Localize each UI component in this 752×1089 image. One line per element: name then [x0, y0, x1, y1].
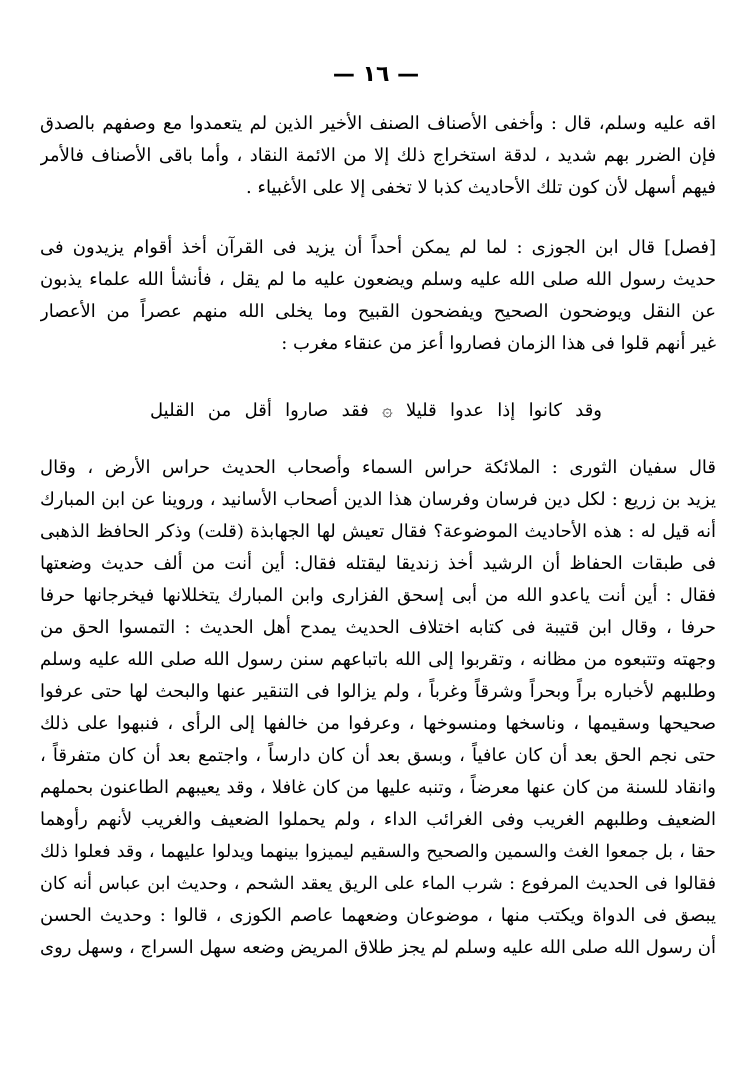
text-line: أنه قيل له : هذه الأحاديث الموضوعة؟ فقال تعيش لها الجهابذة (قلت) وذكر الحافظ الذهبى: [40, 521, 716, 542]
text-line: حتى نجم الحق بعد أن كان عافياً ، وبسق بعد أن كان دارساً ، واجتمع بعد أن كان متفرقاً ،: [40, 745, 716, 766]
page-number: — ١٦ —: [332, 62, 420, 87]
text-line: فى طبقات الحفاظ أن الرشيد أخذ زنديقا ليقتله فقال: أين أنت من ألف حديث وضعتها: [40, 553, 716, 574]
text-line: حقا ، بل جمعوا الغث والسمين والصحيح والسقيم ليميزوا بينهما ويدلوا عليهما ، وقد فعلوا ذلك: [40, 842, 716, 862]
text-line: يزيد بن زريع : لكل دين فرسان وفرسان هذا الدين أصحاب الأسانيد ، وروينا عن ابن المبارك: [40, 489, 716, 510]
text-line: [فصل] قال ابن الجوزى : لما لم يمكن أحداً أن يزيد فى القرآن أخذ أقوام يزيدون فى: [40, 237, 716, 258]
text-line: يبصق فى الدواة ويكتب منها ، موضوعان وضعهما عاصم الكوزى ، قالوا : وحديث الحسن: [40, 905, 716, 926]
paragraph-2: [40, 232, 716, 360]
text-line: اقه عليه وسلم، قال : وأخفى الأصناف الصنف الأخير الذين لم يتعمدوا مع وصفهم بالصدق: [40, 113, 716, 134]
text-line: وجهته وتتبعوه من مظانه ، وتقربوا إلى الله باتباعهم سنن رسول الله صلى الله عليه وسلم: [40, 649, 716, 670]
text-line: الضعيف وطلبهم الغريب وفى الغرائب الداء ، ولم يحملوا الضعيف والغريب لأنهم رأوهما: [40, 809, 716, 830]
paragraph-3: [40, 452, 716, 964]
text-line: وانقاد للسنة من كان عنها معرضاً ، وتنبه عليها من كان غافلا ، وقد يعيبهم الطاعنون بحملهم: [40, 777, 716, 798]
text-line: حديث رسول الله صلى الله عليه وسلم ويضعون عليه ما لم يقل ، فأنشأ الله علماء يذبون: [40, 269, 716, 290]
text-line: قال سفيان الثورى : الملائكة حراس السماء وأصحاب الحديث حراس الأرض ، وقال: [40, 457, 716, 478]
poetry-verse: وقد كانوا إذا عدوا قليلا ۞ فقد صاروا أقل من القليل: [150, 400, 602, 421]
text-line: غير أنهم قلوا فى هذا الزمان فصاروا أعز من عنقاء مغرب :: [281, 333, 716, 354]
text-line: أن رسول الله صلى الله عليه وسلم لم يجز طلاق المريض وضعه سهل السراج ، وسهل روى: [40, 937, 716, 958]
paragraph-1: [40, 108, 716, 204]
text-line: فقالوا فى الحديث المرفوع : شرب الماء على الريق يعقد الشحم ، وحديث ابن عباس أنه كان: [40, 874, 716, 894]
text-line: فقال : أين أنت ياعدو الله من أبى إسحق الفزارى وابن المبارك يتخللانها فيخرجانها حرفا: [40, 585, 716, 606]
text-line: فإن الضرر بهم شديد ، لدقة استخراج ذلك إلا من الائمة النقاد ، وأما باقى الأصناف فالأمر: [40, 145, 716, 166]
text-line: عن النقل ويوضحون الصحيح ويفضحون القبيح وما يخلى الله منهم عصراً من الأعصار: [40, 301, 716, 322]
text-line: وطلبهم لأخباره براً وبحراً وشرقاً وغرباً ، ولم يزالوا فى التنقير عنها والبحث لها حتى عرفوا: [40, 681, 716, 702]
text-line: فيهم أسهل لأن كون تلك الأحاديث كذبا لا تخفى إلا على الأغبياء .: [246, 177, 716, 198]
text-line: صحيحها وسقيمها ، وناسخها ومنسوخها ، وعرفوا من خالفها إلى الرأى ، فنبهوا على ذلك: [40, 713, 716, 734]
text-line: حرفا ، وقال ابن قتيبة فى كتابه اختلاف الحديث يمدح أهل الحديث : التمسوا الحق من: [40, 617, 716, 638]
